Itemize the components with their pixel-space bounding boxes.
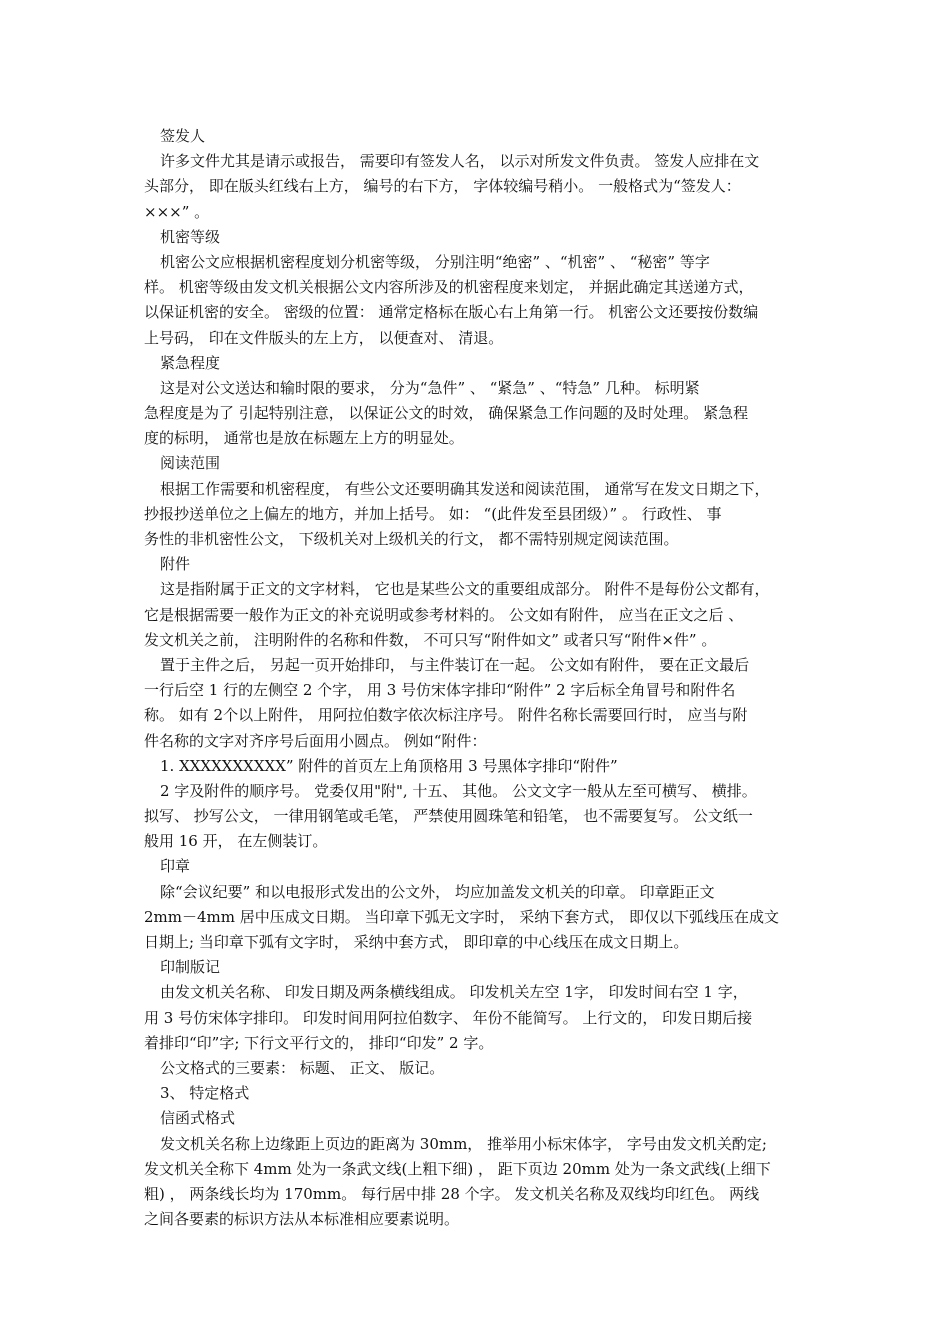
paragraph [144, 1132, 808, 1233]
text-line: 头部分， 即在版头红线右上方， 编号的右下方， 字体较编号稍小。 一般格式为“签发人： [144, 177, 741, 196]
paragraph [144, 577, 808, 653]
text-line: 根据工作需要和机密程度， 有些公文还要明确其发送和阅读范围， 通常写在发文日期之下， [160, 479, 770, 498]
paragraph [144, 653, 808, 754]
text-line: 1. XXXXXXXXXX” 附件的首页左上角顶格用 3 号黑体字排印“附件” [160, 756, 618, 775]
text-line: 一行后空 1 行的左侧空 2 个字， 用 3 号仿宋体字排印“附件” 2 字后标全角冒号和附件名 [144, 681, 736, 700]
text-line: 2mm－4mm 居中压成文日期。 当印章下弧无文字时， 采纳下套方式， 即仅以下弧线压在成文 [144, 907, 780, 926]
text-line: 样。 机密等级由发文机关根据公文内容所涉及的机密程度来划定， 并据此确定其送递方式， [144, 278, 754, 297]
paragraph [144, 1056, 808, 1081]
text-line: 公文格式的三要素： 标题、 正文、 版记。 [160, 1058, 445, 1077]
text-line: 务性的非机密性公文， 下级机关对上级机关的行文， 都不需特别规定阅读范围。 [144, 530, 679, 548]
text-line: 着排印“印”字; 下行文平行文的， 排印“印发” 2 字。 [144, 1033, 494, 1052]
text-line: 印制版记 [160, 958, 221, 977]
paragraph [144, 250, 808, 351]
text-line: 急程度是为了 引起特别注意， 以保证公文的时效， 确保紧急工作问题的及时处理。 紧急程 [144, 404, 749, 423]
text-line: 机密等级 [160, 227, 221, 246]
text-line: 件名称的文字对齐序号后面用小圆点。 例如“附件： [144, 731, 487, 750]
paragraph [144, 880, 808, 956]
text-line: 机密公文应根据机密程度划分机密等级， 分别注明“绝密” 、“机密” 、 “秘密” 等字 [160, 252, 710, 271]
text-line: 除“会议纪要” 和以电报形式发出的公文外， 均应加盖发文机关的印章。 印章距正文 [160, 882, 715, 901]
text-line: 这是对公文送达和输时限的要求， 分为“急件” 、 “紧急” 、“特急” 几种。 标明紧 [160, 378, 700, 397]
paragraph [144, 754, 808, 779]
text-line: 上号码， 印在文件版头的左上方， 以便查对、 清退。 [144, 328, 504, 347]
text-line: 由发文机关名称、 印发日期及两条横线组成。 印发机关左空 1字， 印发时间右空 1 字， [160, 983, 748, 1002]
text-line: 以保证机密的安全。 密级的位置： 通常定格标在版心右上角第一行。 机密公文还要按份数编 [144, 303, 759, 322]
text-line: 2 字及附件的顺序号。 党委仅用"附", 十五、 其他。 公文文字一般从左至可横写、 横排。 [160, 781, 757, 800]
paragraph [144, 980, 808, 1056]
text-line: 用 3 号仿宋体字排印。 印发时间用阿拉伯数字、 年份不能简写。 上行文的， 印发日期后接 [144, 1008, 753, 1027]
text-line: 置于主件之后， 另起一页开始排印， 与主件装订在一起。 公文如有附件， 要在正文最后 [160, 655, 750, 674]
text-line: 粗) ， 两条线长均为 170mm。 每行居中排 28 个字。 发文机关名称及双线均印红色。 两线 [144, 1184, 760, 1203]
text-line: 签发人 [160, 127, 206, 145]
text-line: 发文机关全称下 4mm 处为一条武文线(上粗下细) ， 距下页边 20mm 处为一条文武线(上细下 [144, 1159, 771, 1178]
paragraph [144, 149, 808, 225]
section-heading [144, 1106, 808, 1131]
text-line: 附件 [160, 555, 191, 574]
section-heading [144, 451, 808, 476]
document-body [144, 124, 808, 1232]
text-line: 紧急程度 [160, 353, 221, 372]
section-heading [144, 854, 808, 879]
text-line: 般用 16 开， 在左侧装订。 [144, 832, 328, 851]
section-heading [144, 552, 808, 577]
text-line: 阅读范围 [160, 454, 221, 473]
section-heading [144, 225, 808, 250]
text-line: 这是指附属于正文的文字材料， 它也是某些公文的重要组成部分。 附件不是每份公文都有， [160, 580, 770, 599]
section-heading [144, 351, 808, 376]
text-line: ×××” 。 [144, 202, 210, 221]
text-line: 发文机关之前， 注明附件的名称和件数， 不可只写“附件如文” 或者只写“附件×件” 。 [144, 630, 717, 649]
text-line: 印章 [160, 857, 191, 876]
text-line: 之间各要素的标识方法从本标准相应要素说明。 [144, 1210, 460, 1229]
text-line: 3、 特定格式 [160, 1084, 250, 1103]
section-heading [144, 124, 808, 149]
text-line: 度的标明， 通常也是放在标题左上方的明显处。 [144, 429, 464, 448]
section-heading [144, 1081, 808, 1106]
text-line: 抄报抄送单位之上偏左的地方，并加上括号。 如： “(此件发至县团级）” 。 行政性、 事 [144, 504, 722, 523]
text-line: 日期上; 当印章下弧有文字时， 采纳中套方式， 即印章的中心线压在成文日期上。 [144, 933, 689, 951]
text-line: 称。 如有 2个以上附件， 用阿拉伯数字依次标注序号。 附件名称长需要回行时， 应当与附 [144, 706, 748, 725]
section-heading [144, 955, 808, 980]
text-line: 发文机关名称上边缘距上页边的距离为 30mm， 推举用小标宋体字， 字号由发文机关酌定; [160, 1134, 767, 1153]
paragraph [144, 376, 808, 452]
text-line: 信函式格式 [160, 1109, 236, 1128]
text-line: 拟写、 抄写公文， 一律用钢笔或毛笔， 严禁使用圆珠笔和铅笔， 也不需要复写。 公文纸一 [144, 807, 753, 826]
paragraph [144, 779, 808, 855]
text-line: 它是根据需要一般作为正文的补充说明或参考材料的。 公文如有附件， 应当在正文之后 、 [144, 605, 744, 624]
text-line: 许多文件尤其是请示或报告， 需要印有签发人名， 以示对所发文件负责。 签发人应排在文 [160, 152, 760, 171]
paragraph [144, 477, 808, 553]
